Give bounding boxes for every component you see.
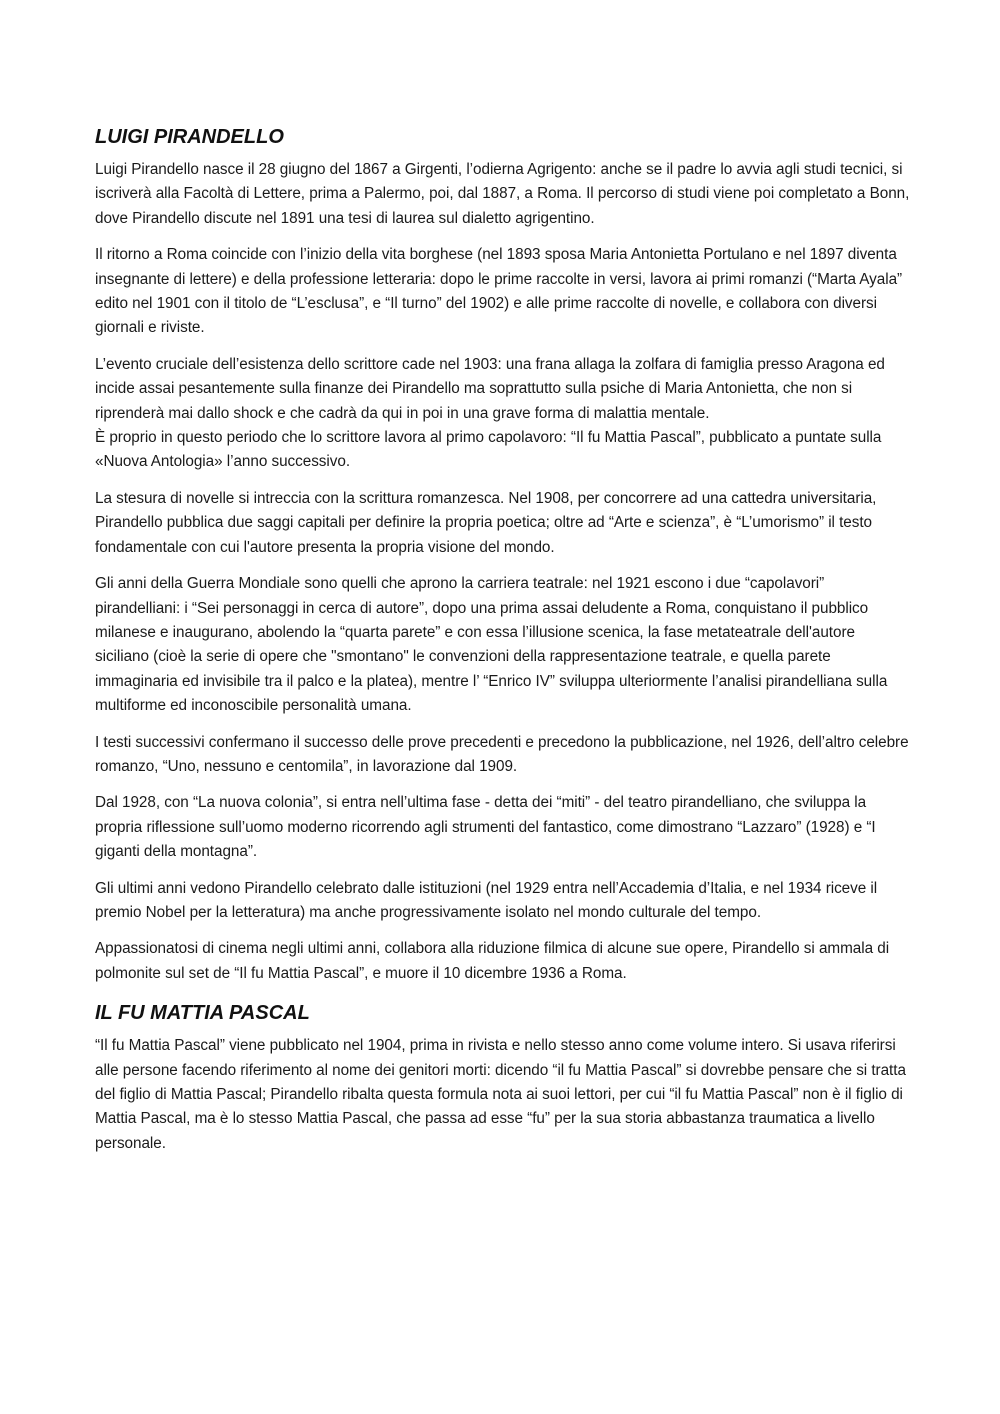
section-title-il-fu-mattia-pascal: IL FU MATTIA PASCAL — [95, 1002, 310, 1025]
paragraph-death: Appassionatosi di cinema negli ultimi anni, collabora alla riduzione filmica di alcune sue opere, Pirandello si ammala di polmonite sul set de “Il fu Mattia Pascal”, e muore il 10 dicembre 1936 a Roma. — [95, 940, 890, 982]
paragraph-last-years: Gli ultimi anni vedono Pirandello celebrato dalle istituzioni (nel 1929 entra nell’Accademia d’Italia, e nel 1934 riceve il premio Nobel per la letteratura) ma anche progressivamente isolato nel mondo culturale del tempo. — [95, 879, 878, 921]
paragraph-theatre-career: Gli anni della Guerra Mondiale sono quelli che aprono la carriera teatrale: nel 1921 escono i due “capolavori” pirandelliani: i “Sei personaggi in cerca di autore”, dopo una prima assai deludente a Roma, conquistano il pubblico milanese e inaugurano, abolendo la “quarta parete” e con essa l’illusione scenica, la fase metateatrale dell'autore siciliano (cioè la serie di opere che "smontano" le convenzioni della rappresentazione teatrale, e quella parete immaginaria ed invisibile tra il palco e la platea), mentre l’ “Enrico IV” sviluppa ulteriormente l’analisi pirandelliana sulla multiforme ed inconoscibile personalità umana. — [95, 575, 888, 715]
paragraph-later-works: I testi successivi confermano il successo delle prove precedenti e precedono la pubblicazione, nel 1926, dell’altro celebre romanzo, “Uno, nessuno e centomila”, in lavorazione dal 1909. — [95, 733, 909, 775]
paragraph-crucial-event — [95, 353, 910, 475]
document-page — [95, 118, 910, 1168]
paragraph-first-masterpiece-text: È proprio in questo periodo che lo scrittore lavora al primo capolavoro: “Il fu Mattia Pascal”, pubblicato a puntate sulla «Nuova Antologia» l’anno successivo. — [95, 429, 882, 471]
paragraph-birth-studies: Luigi Pirandello nasce il 28 giugno del 1867 a Girgenti, l’odierna Agrigento: anche se il padre lo avvia agli studi tecnici, si iscriverà alla Facoltà di Lettere, prima a Palermo, poi, dal 1887, a Roma. Il percorso di studi viene poi completato a Bonn, dove Pirandello discute nel 1891 una tesi di laurea sul dialetto agrigentino. — [95, 161, 910, 227]
paragraph-mattia-pascal-intro: “Il fu Mattia Pascal” viene pubblicato nel 1904, prima in rivista e nello stesso anno come volume intero. Si usava riferirsi alle persone facendo riferimento al nome dei genitori morti: dicendo “il fu Mattia Pascal” si dovrebbe pensare che si tratta del figlio di Mattia Pascal; Pirandello ribalta questa formula nota ai suoi lettori, per cui “il fu Mattia Pascal” non è il figlio di Mattia Pascal, ma è lo stesso Mattia Pascal, che passa ad esse “fu” per la sua storia abbastanza traumatica a livello personale. — [95, 1037, 906, 1152]
paragraph-return-to-rome: Il ritorno a Roma coincide con l’inizio della vita borghese (nel 1893 sposa Maria Antonietta Portulano e nel 1897 diventa insegnante di lettere) e della professione letteraria: dopo le prime raccolte in versi, lavora ai primi romanzi (“Marta Ayala” edito nel 1901 con il titolo de “L’esclusa”, e “Il turno” del 1902) e alle prime raccolte di novelle, e collabora con diversi giornali e riviste. — [95, 246, 903, 337]
paragraph-myths-phase: Dal 1928, con “La nuova colonia”, si entra nell’ultima fase - detta dei “miti” - del teatro pirandelliano, che sviluppa la propria riflessione sull’uomo moderno ricorrendo agli strumenti del fantastico, come dimostrano “Lazzaro” (1928) e “I giganti della montagna”. — [95, 794, 876, 861]
paragraph-crucial-event-text: L’evento cruciale dell’esistenza dello scrittore cade nel 1903: una frana allaga la zolfara di famiglia presso Aragona ed incide assai pesantemente sulla finanze dei Pirandello ma soprattutto sulla psiche di Maria Antonietta, che non si riprenderà mai dallo shock e che cadrà da qui in poi in una grave forma di malattia mentale. — [95, 355, 885, 422]
section-title-luigi-pirandello: LUIGI PIRANDELLO — [95, 126, 284, 148]
paragraph-novels-essays: La stesura di novelle si intreccia con la scrittura romanzesca. Nel 1908, per concorrere ad una cattedra universitaria, Pirandello pubblica due saggi capitali per definire la propria poetica; oltre ad “Arte e scienza”, è “L’umorismo” il testo fondamentale con cui l'autore presenta la propria visione del mondo. — [95, 489, 877, 556]
